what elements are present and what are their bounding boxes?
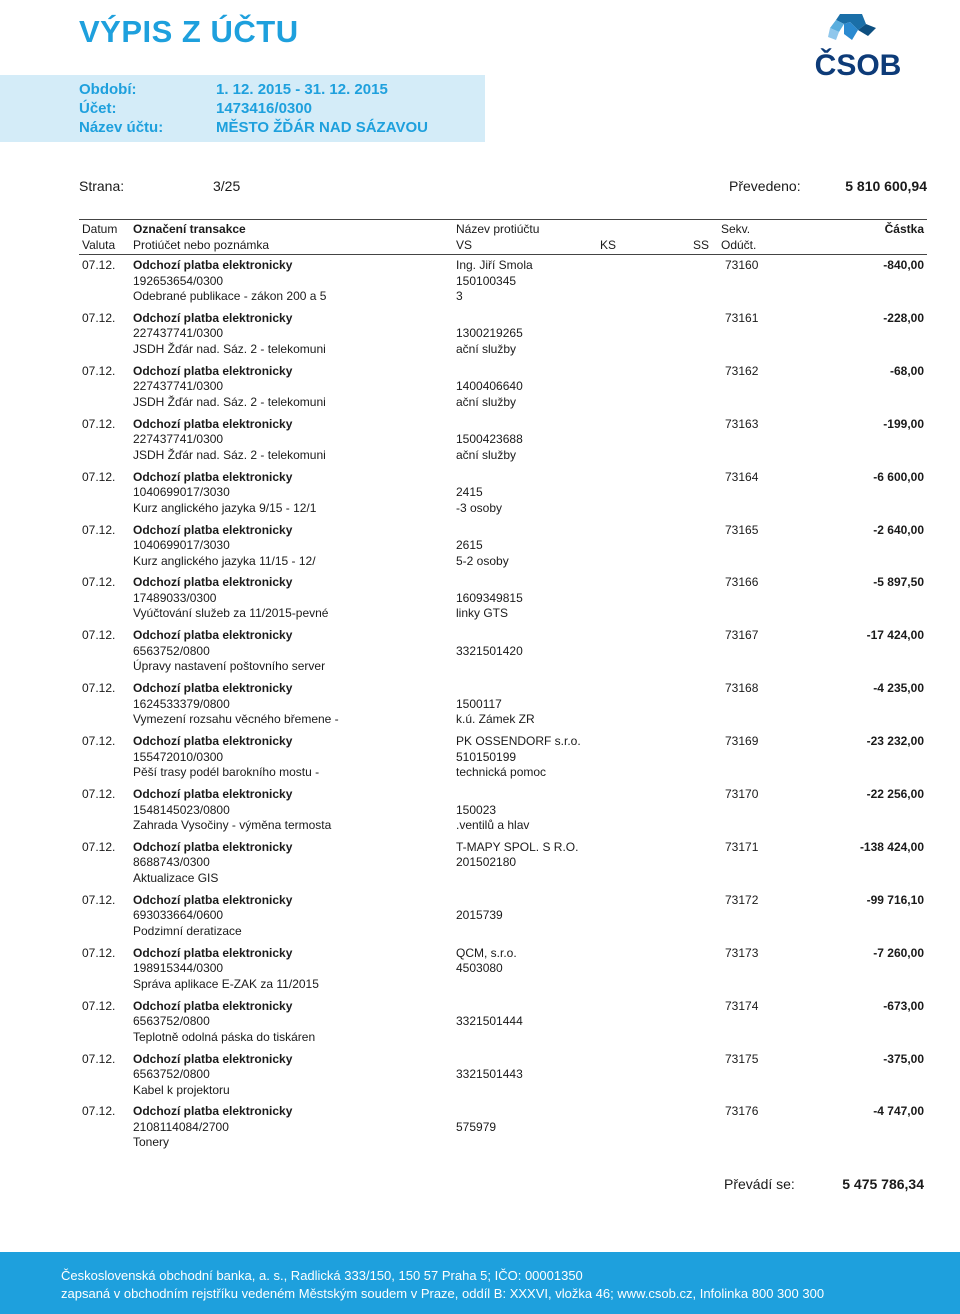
txn-vs: 2015739 [456,908,503,923]
txn-date: 07.12. [82,469,116,484]
transaction-row [79,681,927,733]
txn-date: 07.12. [82,363,116,378]
transfer-label: Převádí se: [724,1176,795,1192]
txn-note: Odebrané publikace - zákon 200 a 5 [133,289,327,303]
txn-vs: 1400406640 [456,379,523,394]
txn-account: 1624533379/0800 [133,696,230,711]
txn-counterparty-note: k.ú. Zámek ZR [456,712,535,727]
csob-logo [806,12,910,82]
txn-sequence: 73165 [725,522,759,537]
txn-type: Odchozí platba elektronicky [133,258,293,272]
transaction-row [79,311,927,363]
txn-account: 693033664/0600 [133,908,224,923]
txn-sequence: 73172 [725,892,759,907]
txn-amount: -840,00 [883,258,924,272]
txn-note: JSDH Žďár nad. Sáz. 2 - telekomuni [133,447,326,462]
txn-vs: 1300219265 [456,326,523,341]
txn-vs: 1500423688 [456,432,523,447]
txn-counterparty: Ing. Jiří Smola [456,258,533,272]
txn-counterparty-note: .ventilů a hlav [456,818,530,832]
transfer-value: 5 475 786,34 [842,1176,924,1192]
txn-note: Kurz anglického jazyka 11/15 - 12/ [133,553,316,568]
txn-sequence: 73167 [725,628,759,643]
page-summary [79,178,927,198]
txn-counterparty-note: ační služby [456,341,517,356]
txn-sequence: 73168 [725,681,759,696]
col-vs: VS [456,238,473,252]
transaction-row [79,523,927,575]
account-info-box: Období: 1. 12. 2015 - 31. 12. 2015 Účet: 1473416/0300 Název účtu: MĚSTO ŽĎÁR NAD SÁZAVOU [0,75,485,142]
txn-vs: 575979 [456,1119,497,1134]
txn-note: Úpravy nastavení poštovního server [133,659,326,674]
transaction-row [79,946,927,998]
txn-type: Odchozí platba elektronicky [133,575,293,590]
txn-date: 07.12. [82,575,116,590]
transaction-row [79,258,927,310]
txn-counterparty: PK OSSENDORF s.r.o. [456,734,581,749]
txn-date: 07.12. [82,1051,116,1066]
txn-amount: -228,00 [883,310,924,325]
txn-account: 1040699017/3030 [133,538,230,552]
header-top-rule [79,219,927,220]
txn-sequence: 73161 [725,310,759,325]
txn-sequence: 73164 [725,469,759,484]
transaction-row [79,734,927,786]
txn-account: 227437741/0300 [133,326,224,341]
txn-note: Podzimní deratizace [133,923,242,938]
transaction-row [79,893,927,945]
txn-vs: 3321501420 [456,643,523,658]
col-odcut: Odúčt. [721,238,757,252]
txn-sequence: 73162 [725,363,759,378]
logo-wordmark: ČSOB [814,49,902,82]
txn-account: 8688743/0300 [133,855,210,870]
txn-type: Odchozí platba elektronicky [133,787,293,801]
col-counter: Protiúčet nebo poznámka [133,238,270,252]
txn-sequence: 73169 [725,734,759,749]
transaction-row [79,787,927,839]
txn-vs: 2415 [456,485,483,500]
txn-amount: -375,00 [883,1051,924,1066]
txn-vs: 150100345 [456,273,517,288]
txn-vs: 1609349815 [456,590,523,605]
txn-type: Odchozí platba elektronicky [133,945,293,960]
txn-note: Teplotně odolná páska do tiskáren [133,1029,316,1044]
col-sekv: Sekv. [721,222,751,236]
txn-date: 07.12. [82,892,116,907]
txn-sequence: 73160 [725,258,759,272]
transaction-row [79,628,927,680]
txn-counterparty-note: -3 osoby [456,500,503,515]
txn-type: Odchozí platba elektronicky [133,998,293,1013]
txn-note: JSDH Žďár nad. Sáz. 2 - telekomuni [133,341,326,356]
txn-date: 07.12. [82,258,116,272]
txn-date: 07.12. [82,839,116,854]
txn-amount: -68,00 [889,363,924,378]
txn-note: Vymezení rozsahu věcného břemene - [133,712,339,727]
txn-amount: -99 716,10 [866,892,924,907]
txn-note: Pěší trasy podél barokního mostu - [133,765,320,780]
txn-note: Zahrada Vysočiny - výměna termosta [133,818,332,832]
col-amount: Částka [884,222,924,236]
transaction-row [79,1104,927,1156]
txn-account: 1548145023/0800 [133,802,230,817]
txn-amount: -673,00 [883,998,924,1013]
txn-date: 07.12. [82,628,116,643]
txn-date: 07.12. [82,734,116,749]
txn-counterparty: T-MAPY SPOL. S R.O. [456,839,579,854]
txn-amount: -4 235,00 [873,681,924,696]
txn-date: 07.12. [82,787,116,801]
txn-counterparty-note: linky GTS [456,606,509,621]
txn-counterparty-note: technická pomoc [456,765,547,780]
page-number: 3/25 [213,178,241,194]
txn-type: Odchozí platba elektronicky [133,628,293,643]
footer-line-2: zapsaná v obchodním rejstříku vedeném Městským soudem v Praze, oddíl B: XXXVI, vložka 46; www.csob.cz, Infolinka 800 300 300 [61,1286,825,1301]
txn-account: 227437741/0300 [133,432,224,447]
txn-type: Odchozí platba elektronicky [133,416,293,431]
txn-sequence: 73166 [725,575,759,590]
txn-sequence: 73171 [725,839,759,854]
txn-counterparty-note: 3 [456,289,463,303]
txn-account: 198915344/0300 [133,961,224,976]
carried-over-value: 5 810 600,94 [845,178,927,194]
txn-vs: 2615 [456,538,483,552]
txn-note: Kabel k projektoru [133,1082,230,1097]
txn-account: 155472010/0300 [133,749,224,764]
txn-vs: 4503080 [456,961,503,976]
txn-type: Odchozí platba elektronicky [133,681,293,696]
txn-amount: -138 424,00 [859,839,924,854]
transaction-row [79,999,927,1051]
txn-amount: -5 897,50 [873,575,924,590]
txn-counterparty: QCM, s.r.o. [456,945,517,960]
txn-type: Odchozí platba elektronicky [133,1104,293,1119]
txn-type: Odchozí platba elektronicky [133,1051,293,1066]
col-valuta: Valuta [82,238,116,252]
txn-account: 6563752/0800 [133,1067,210,1081]
col-date: Datum [82,222,118,236]
col-ks: KS [600,238,617,252]
txn-type: Odchozí platba elektronicky [133,734,293,749]
txn-account: 6563752/0800 [133,643,210,658]
txn-note: Správa aplikace E-ZAK za 11/2015 [133,976,319,991]
txn-account: 192653654/0300 [133,273,224,288]
transaction-row [79,470,927,522]
txn-sequence: 73173 [725,945,759,960]
col-type: Označení transakce [133,222,246,236]
col-name: Název protiúčtu [456,222,540,236]
transaction-row [79,1052,927,1104]
txn-amount: -22 256,00 [866,787,924,801]
txn-account: 17489033/0300 [133,590,217,605]
txn-type: Odchozí platba elektronicky [133,839,293,854]
txn-vs: 1500117 [456,696,502,711]
txn-account: 6563752/0800 [133,1014,210,1029]
txn-type: Odchozí platba elektronicky [133,469,293,484]
txn-amount: -17 424,00 [866,628,924,643]
transaction-row [79,575,927,627]
txn-type: Odchozí platba elektronicky [133,892,293,907]
txn-note: Aktualizace GIS [133,870,219,885]
txn-type: Odchozí platba elektronicky [133,522,293,537]
txn-sequence: 73174 [725,998,759,1013]
txn-date: 07.12. [82,1104,116,1119]
txn-date: 07.12. [82,310,116,325]
txn-date: 07.12. [82,416,116,431]
page-title: VÝPIS Z ÚČTU [79,14,299,49]
txn-note: Kurz anglického jazyka 9/15 - 12/1 [133,500,317,515]
txn-account: 2108114084/2700 [133,1119,229,1134]
txn-amount: -23 232,00 [866,734,924,749]
col-ss: SS [693,238,710,252]
txn-sequence: 73170 [725,787,759,801]
txn-amount: -4 747,00 [873,1104,924,1119]
transaction-row [79,364,927,416]
txn-amount: -6 600,00 [873,469,924,484]
txn-date: 07.12. [82,681,116,696]
txn-date: 07.12. [82,522,116,537]
page-label: Strana: [79,178,125,194]
txn-vs: 3321501443 [456,1067,523,1081]
transaction-row [79,417,927,469]
txn-counterparty-note: 5-2 osoby [456,553,509,568]
txn-amount: -7 260,00 [873,945,924,960]
footer [0,1252,960,1314]
txn-account: 1040699017/3030 [133,485,230,500]
column-headers [79,221,927,253]
txn-note: Tonery [133,1135,170,1150]
txn-vs: 3321501444 [456,1014,523,1029]
txn-amount: -2 640,00 [873,522,924,537]
transaction-row [79,840,927,892]
txn-type: Odchozí platba elektronicky [133,363,293,378]
txn-date: 07.12. [82,998,116,1013]
carried-over-label: Převedeno: [729,178,801,194]
txn-vs: 150023 [456,802,497,817]
txn-counterparty-note: ační služby [456,447,517,462]
footer-line-1: Československá obchodní banka, a. s., Radlická 333/150, 150 57 Praha 5; IČO: 00001350 [61,1268,583,1283]
txn-account: 227437741/0300 [133,379,224,394]
txn-sequence: 73176 [725,1104,759,1119]
txn-sequence: 73163 [725,416,759,431]
txn-type: Odchozí platba elektronicky [133,310,293,325]
txn-note: Vyúčtování služeb za 11/2015-pevné [133,606,329,621]
txn-amount: -199,00 [883,416,924,431]
txn-vs: 510150199 [456,749,517,764]
txn-note: JSDH Žďár nad. Sáz. 2 - telekomuni [133,394,326,409]
txn-sequence: 73175 [725,1051,759,1066]
txn-counterparty-note: ační služby [456,394,517,409]
header-bottom-rule [79,254,927,255]
txn-date: 07.12. [82,945,116,960]
txn-vs: 201502180 [456,855,517,870]
